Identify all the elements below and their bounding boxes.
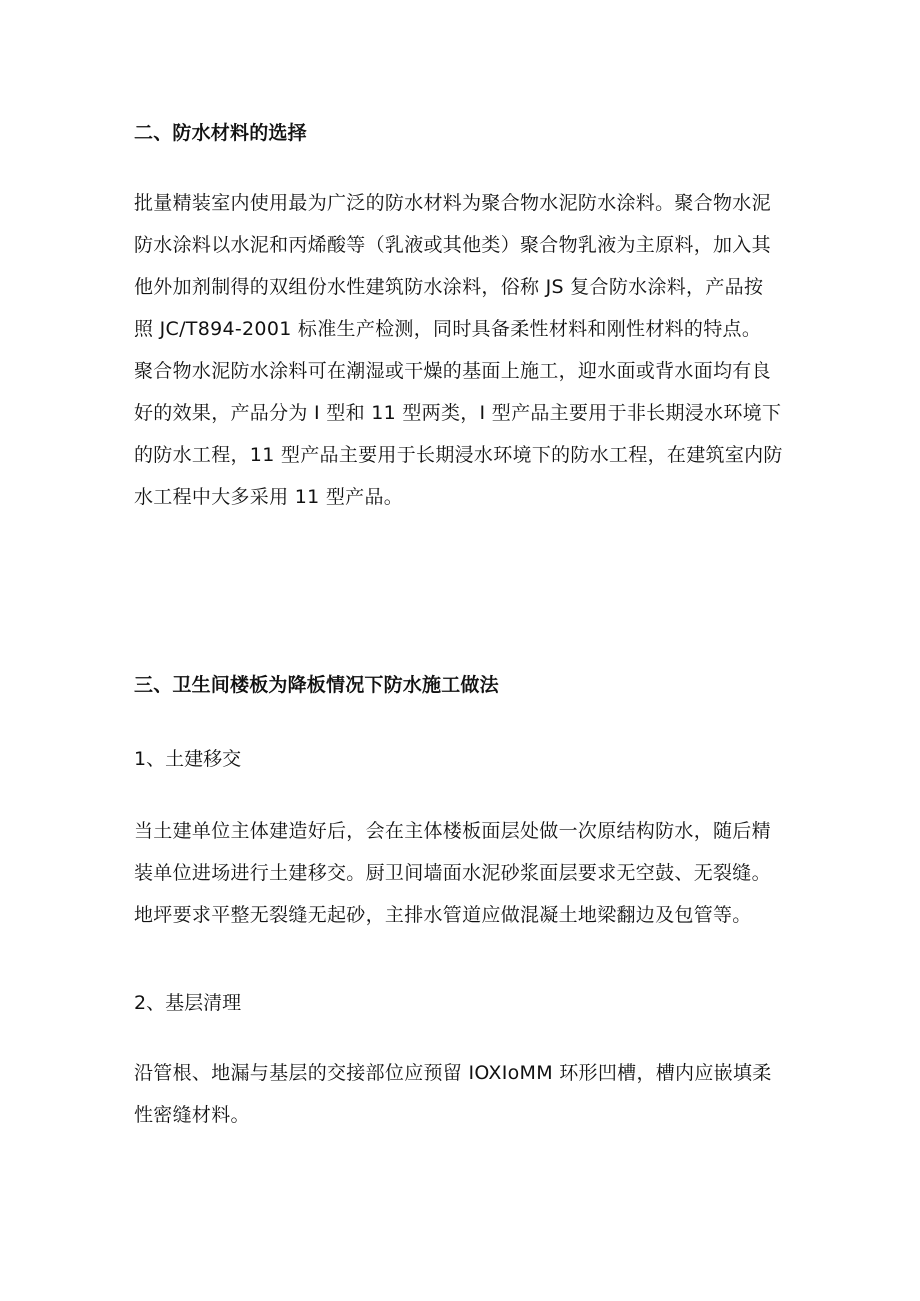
- paragraph-line: 照 JC/T894-2001 标准生产检测，同时具备柔性材料和刚性材料的特点。: [134, 318, 762, 340]
- paragraph-line: 当土建单位主体建造好后，会在主体楼板面层处做一次原结构防水，随后精: [134, 820, 771, 842]
- paragraph-line: 性密缝材料。: [134, 1104, 250, 1126]
- paragraph-line: 沿管根、地漏与基层的交接部位应预留 IOXIoMM 环形凹槽，槽内应嵌填柔: [134, 1062, 772, 1084]
- subsection-1-paragraph: [134, 810, 806, 936]
- section-3-heading: 三、卫生间楼板为降板情况下防水施工做法: [134, 674, 499, 696]
- paragraph-line: 批量精装室内使用最为广泛的防水材料为聚合物水泥防水涂料。聚合物水泥: [134, 192, 771, 214]
- subsection-2-heading: 2、基层清理: [134, 992, 242, 1014]
- paragraph-line: 好的效果，产品分为 I 型和 11 型两类，I 型产品主要用于非长期浸水环境下: [134, 402, 782, 424]
- section-2-paragraph: [134, 182, 806, 518]
- paragraph-line: 聚合物水泥防水涂料可在潮湿或干燥的基面上施工，迎水面或背水面均有良: [134, 360, 771, 382]
- paragraph-line: 装单位进场进行土建移交。厨卫间墙面水泥砂浆面层要求无空鼓、无裂缝。: [134, 862, 771, 884]
- paragraph-line: 水工程中大多采用 11 型产品。: [134, 486, 404, 508]
- paragraph-line: 地坪要求平整无裂缝无起砂，主排水管道应做混凝土地梁翻边及包管等。: [134, 904, 752, 926]
- paragraph-line: 防水涂料以水泥和丙烯酸等（乳液或其他类）聚合物乳液为主原料，加入其: [134, 234, 771, 256]
- subsection-2-paragraph: [134, 1052, 806, 1136]
- paragraph-line: 的防水工程，11 型产品主要用于长期浸水环境下的防水工程，在建筑室内防: [134, 444, 783, 466]
- paragraph-line: 他外加剂制得的双组份水性建筑防水涂料，俗称 JS 复合防水涂料，产品按: [134, 276, 764, 298]
- subsection-1-heading: 1、土建移交: [134, 748, 242, 770]
- section-2-heading: 二、防水材料的选择: [134, 122, 307, 144]
